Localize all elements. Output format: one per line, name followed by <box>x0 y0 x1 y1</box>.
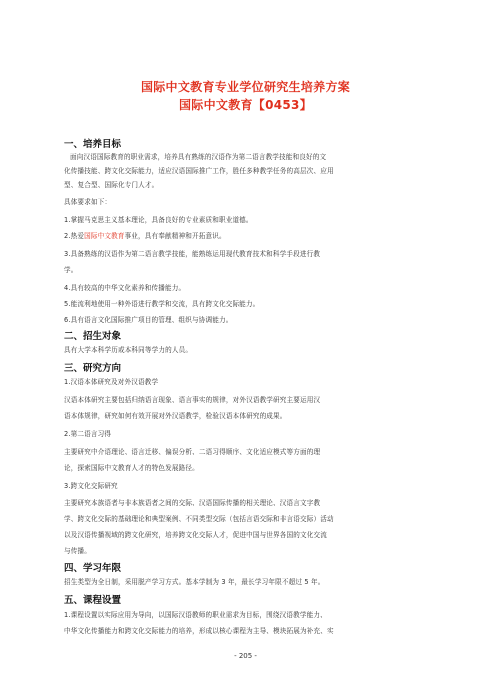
section-heading-objectives: 一、培养目标 <box>64 139 122 150</box>
list-item: 2.热爱国际中文教育事业，具有奉献精神和开拓意识。 <box>64 232 226 240</box>
section-heading-duration: 四、学习年限 <box>64 563 122 574</box>
list-item: 5.能流利地使用一种外语进行教学和交流，具有跨文化交际能力。 <box>64 300 260 308</box>
paragraph: 汉语本体研究主要包括归纳语言现象、语言事实的规律，对外汉语教学研究主要运用汉 <box>64 396 321 404</box>
section-heading-research: 三、研究方向 <box>64 363 122 374</box>
highlighted-term: 国际中文教育 <box>84 232 125 240</box>
paragraph: 招生类型为全日制，采用脱产学习方式。基本学制为 3 年，最长学习年限不超过 5 年。 <box>64 578 325 586</box>
list-item: 4.具有较高的中华文化素养和传播能力。 <box>64 284 186 292</box>
paragraph: 与传播。 <box>64 547 91 555</box>
list-item: 3.具备熟练的汉语作为第二语言教学技能，能熟练运用现代教育技术和科学手段进行教 <box>64 250 321 258</box>
paragraph: 语本体规律，研究如何有效开展对外汉语教学，检验汉语本体研究的成果。 <box>64 412 287 420</box>
subheading: 3.跨文化交际研究 <box>64 482 118 490</box>
section-heading-admission: 二、招生对象 <box>64 331 122 342</box>
paragraph: 化传播技能、跨文化交际能力，适应汉语国际推广工作，胜任多种教学任务的高层次、应用 <box>64 167 334 175</box>
paragraph: 具有大学本科学历或本科同等学力的人员。 <box>64 346 193 354</box>
paragraph: 学、跨文化交际的基础理论和典型案例、不同类型交际（包括言语交际和非言语交际）活动 <box>64 515 334 523</box>
list-item: 学。 <box>64 266 78 274</box>
paragraph: 1.课程设置以实际应用为导向，以国际汉语教师的职业需求为目标，围绕汉语教学能力、 <box>64 611 327 619</box>
paragraph: 主要研究本族语者与非本族语者之间的交际、汉语国际传播的相关理论、汉语言文字教 <box>64 499 321 507</box>
page-number: - 205 - <box>234 652 257 660</box>
paragraph: 面向汉语国际教育的职业需求，培养具有熟练的汉语作为第二语言教学技能和良好的文 <box>70 153 327 161</box>
paragraph: 具体要求如下： <box>64 198 112 206</box>
paragraph: 型、复合型、国际化专门人才。 <box>64 181 159 189</box>
document-subtitle: 国际中文教育【0453】 <box>179 98 312 112</box>
list-item: 6.具有语言文化国际推广项目的管理、组织与协调能力。 <box>64 316 233 324</box>
subheading: 2.第二语言习得 <box>64 430 112 438</box>
paragraph: 主要研究中介语理论、语言迁移、偏误分析、二语习得顺序、文化适应模式等方面的理 <box>64 448 321 456</box>
paragraph: 中华文化传播能力和跨文化交际能力的培养，形成以核心课程为主导、模块拓展为补充、实 <box>64 627 334 635</box>
document-title: 国际中文教育专业学位研究生培养方案 <box>140 80 351 94</box>
subheading: 1.汉语本体研究及对外汉语教学 <box>64 378 159 386</box>
list-item: 1.掌握马克思主义基本理论，具备良好的专业素质和职业道德。 <box>64 216 253 224</box>
section-heading-curriculum: 五、课程设置 <box>64 595 122 606</box>
paragraph: 论，探索国际中文教育人才的特色发展路径。 <box>64 464 199 472</box>
paragraph: 以及汉语传播视域的跨文化研究，培养跨文化交际人才，促进中国与世界各国的文化交流 <box>64 531 328 539</box>
